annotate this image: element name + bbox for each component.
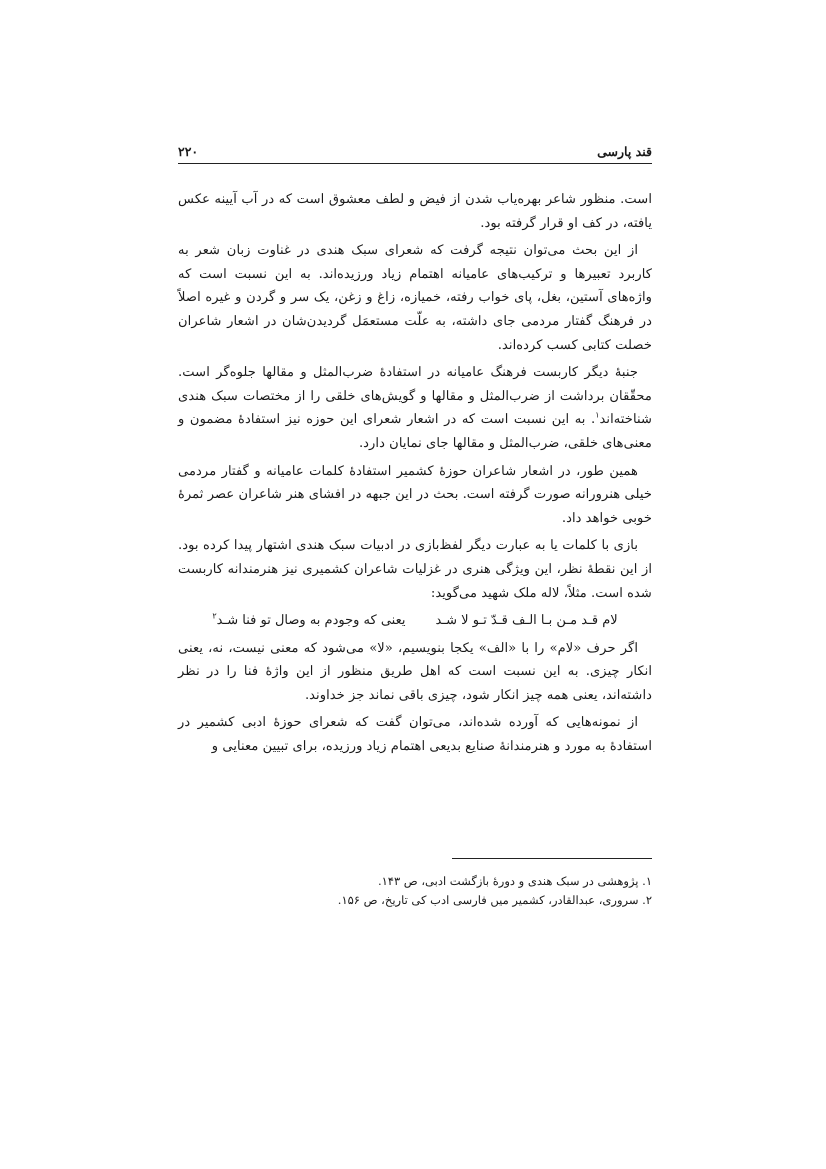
footnotes bbox=[178, 872, 652, 910]
paragraph-1: است. منظور شاعر بهره‌یاب شدن از فیض و لطف معشوق است که در آب آیینه عکس یافته، در کف او قرار گرفته بود. bbox=[178, 192, 652, 231]
footnote-ref-1[interactable]: ۱ bbox=[595, 410, 600, 420]
footnote-2: ۲. سروری، عبدالقادر، کشمیر میں فارسی ادب کی تاریخ، ص ۱۵۶. bbox=[337, 893, 652, 907]
footnote-divider bbox=[452, 858, 652, 859]
body-text bbox=[178, 188, 652, 763]
paragraph-3: جنبهٔ دیگر کاربست فرهنگ عامیانه در استفادهٔ ضرب‌المثل و مقالها جلوه‌گر است. محقّقان برداشت از ضرب‌المثل و مقالها و گویش‌های خلقی را از مختصات سبک هندی شناخته‌اند$^۱$. به این نسبت است که در اشعار شعرای این حوزه نیز استفادهٔ مضمون و معنی‌های خلقی، ضرب‌المثل و مقالها جای نمایان دارد. bbox=[178, 365, 652, 451]
verse-couplet bbox=[178, 609, 652, 633]
paragraph-2: از این بحث می‌توان نتیجه گرفت که شعرای سبک هندی در غناوت زبان شعر به کاربرد تعبیرها و ترکیب‌های عامیانه اهتمام زیاد ورزیده‌اند. به این نسبت است که واژه‌های آستین، بغل، پای خواب رفته، خمیازه، زاغ و زغن، یک سر و گردن و غیره اصلاً در فرهنگ گفتار مردمی جای داشته، به علّت مستعمَل گردیدن‌شان در اشعار شاعران خصلت کتابی کسب کرده‌اند. bbox=[178, 243, 652, 353]
document-page bbox=[178, 0, 652, 1169]
running-header bbox=[178, 141, 652, 164]
verse-hemistich-1: لام قـد مـن بـا الـف قـدّ تـو لا شـد bbox=[435, 613, 618, 629]
footnote-ref-2[interactable]: ۲ bbox=[212, 611, 217, 621]
journal-title: قند پارسی bbox=[597, 144, 652, 159]
page-number: ۲۲۰ bbox=[178, 144, 199, 159]
paragraph-5: بازی با کلمات یا به عبارت دیگر لفظ‌بازی در ادبیات سبک هندی اشتهار پیدا کرده بود. از این نقطهٔ نظر، این ویژگی هنری در غزلیات شاعران کشمیری نیز هنرمندانه کاربست شده است. مثلاً، لاله ملک شهید می‌گوید: bbox=[178, 538, 652, 601]
paragraph-6: اگر حرف «لام» را با «الف» یکجا بنویسیم، «لا» می‌شود که معنی نیست، نه، یعنی انکار چیزی. به این نسبت است که اهل طریق منظور از این واژهٔ فنا را در نظر داشته‌اند، یعنی همه چیز انکار شود، چیزی باقی نماند جز خداوند. bbox=[178, 640, 652, 703]
verse-hemistich-2: یعنی که وجودم به وصال تو فنا شـد$^۲$ bbox=[212, 611, 406, 629]
paragraph-4: همین طور، در اشعار شاعران حوزهٔ کشمیر استفادهٔ کلمات عامیانه و گفتار مردمی خیلی هنرورانه صورت گرفته است. بحث در این جبهه در افشای هنر شاعران عصر ثمرهٔ خوبی خواهد داد. bbox=[178, 463, 652, 526]
footnote-1: ۱. پژوهشی در سبک هندی و دورهٔ بازگشت ادبی، ص ۱۴۳. bbox=[377, 874, 652, 888]
paragraph-7: از نمونه‌هایی که آورده شده‌اند، می‌توان گفت که شعرای حوزهٔ ادبی کشمیر در استفادهٔ به مورد و هنرمندانهٔ صنایع بدیعی اهتمام زیاد ورزیده، برای تبیین معنایی و bbox=[178, 715, 652, 755]
